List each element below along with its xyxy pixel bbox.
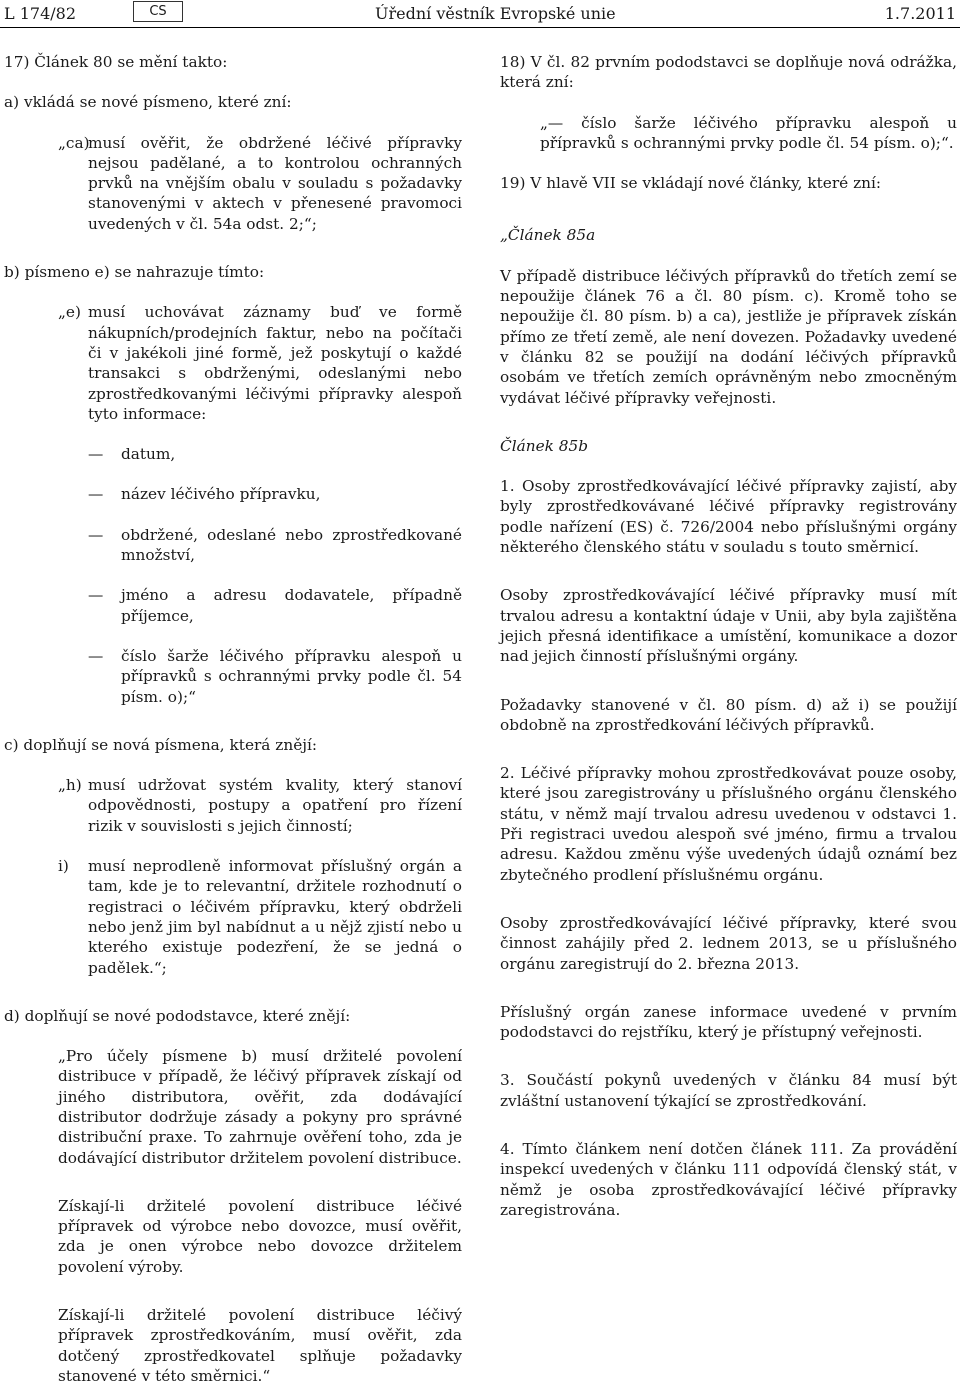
dash-mark: — — [88, 586, 104, 605]
dash-text: obdržené, odeslané nebo zprostředkované množství, — [121, 525, 462, 565]
point-ca — [4, 133, 462, 234]
dash-mark: — — [88, 525, 104, 544]
article-85b-para-2: 2. Léčivé přípravky mohou zprostředkovávat pouze osoby, které jsou zaregistrovány u příslušného orgánu členského státu, v němž mají trvalou adresu uvedenou v odstavci 1. Při registraci uvedou alespoň své jméno, firmu a trvalou adresu. Každou změnu výše uvedených údajů oznámí bez zbytečného prodlení příslušnému orgánu. — [500, 764, 957, 884]
point-e — [4, 302, 462, 424]
point-h-label: „h) — [58, 776, 82, 795]
dash-mark: — — [88, 485, 104, 504]
dash-mark: — — [88, 646, 104, 665]
point-i-text: musí neprodleně informovat příslušný orgán a tam, kde je to relevantní, držitele rozhodnutí o registraci o léčivém přípravku, který obdrželi nebo jenž jim byl nabídnut a u nějž zjistí nebo u kterého existuje podezření, že se jedná o padělek.“; — [88, 857, 462, 977]
subparagraph-3: Získají-li držitelé povolení distribuce léčivý přípravek zprostředkováním, musí ověřit, zda dotčený zprostředkovatel splňuje požadavky stanovené v této směrnici.“ — [58, 1306, 462, 1385]
point-h — [4, 775, 462, 836]
dash-text: jméno a adresu dodavatele, případně příjemce, — [121, 586, 462, 625]
point-e-label: „e) — [58, 303, 81, 322]
article-85b-para-2-sub-2: Příslušný orgán zanese informace uvedené v prvním pododstavci do rejstříku, který je přístupný veřejnosti. — [500, 1002, 957, 1042]
journal-title: Úřední věstník Evropské unie — [375, 4, 616, 23]
article-85b-para-1: 1. Osoby zprostředkovávající léčivé přípravky zajistí, aby byly zprostředkovávané léčivé přípravky registrovány podle nařízení (ES) č. 726/2004 nebo příslušnými orgány některého členského státu v souladu s touto směrnicí. — [500, 477, 957, 557]
article-85a-title: „Článek 85a — [500, 226, 596, 245]
point-i — [4, 856, 462, 978]
page-number: L 174/82 — [4, 4, 76, 23]
article-85b-para-4: 4. Tímto článkem není dotčen článek 111. Za provádění inspekcí uvedených v článku 111 odpovídá členský stát, v němž je osoba zprostředkovávající léčivé přípravky zaregistrována. — [500, 1139, 957, 1219]
article-85b-title: Článek 85b — [500, 436, 589, 455]
item-19: 19) V hlavě VII se vkládají nové články, které zní: — [500, 174, 882, 193]
left-column — [4, 52, 462, 1393]
article-85b-para-1-sub-2: Požadavky stanovené v čl. 80 písm. d) až i) se použijí obdobně na zprostředkování léčivých přípravků. — [500, 695, 957, 734]
dash-item — [4, 585, 462, 626]
dash-text: název léčivého přípravku, — [121, 485, 321, 504]
language-badge: CS — [133, 1, 183, 22]
article-85b-para-2-sub-1: Osoby zprostředkovávající léčivé přípravky, které svou činnost zahájily před 2. lednem 2013, se u příslušného orgánu zaregistrují do 2. března 2013. — [500, 913, 957, 973]
item-a-intro: a) vkládá se nové písmeno, které zní: — [4, 93, 292, 112]
article-85b-para-3: 3. Součástí pokynů uvedených v článku 84 musí být zvláštní ustanovení týkající se zprostředkování. — [500, 1071, 957, 1110]
item-c-intro: c) doplňují se nová písmena, která znějí: — [4, 735, 318, 754]
subparagraph-2: Získají-li držitelé povolení distribuce léčivé přípravek od výrobce nebo dovozce, musí ověřit, zda je onen výrobce nebo dovozce držitelem povolení výroby. — [58, 1196, 462, 1276]
point-ca-label: „ca) — [58, 133, 90, 152]
item-d-intro: d) doplňují se nové pododstavce, které znějí: — [4, 1006, 351, 1025]
dash-item — [4, 444, 462, 464]
article-85a-text: V případě distribuce léčivých přípravků do třetích zemí se nepoužije článek 76 a čl. 80 písm. c). Kromě toho se nepoužije čl. 80 písm. b) a ca), jestliže je přípravek získán přímo ze třetí země, ale není dovezen. Požadavky uvedené v článku 82 se použijí na dodání léčivých přípravků osobám ve třetích zemích oprávněným nebo zmocněným vydávat léčivé přípravky veřejnosti. — [500, 266, 957, 407]
point-ca-text: musí ověřit, že obdržené léčivé přípravky nejsou padělané, a to kontrolou ochranných prvků na vnějším obalu v souladu s požadavky stanovenými v aktech v přenesené pravomoci uvedených v čl. 54a odst. 2;“; — [88, 133, 462, 233]
dash-mark: — — [88, 445, 104, 464]
point-i-label: i) — [58, 857, 69, 876]
dash-item — [4, 525, 462, 566]
dash-text: číslo šarže léčivého přípravku alespoň u přípravků s ochrannými prvky podle čl. 54 písm. o);“ — [121, 646, 462, 706]
dash-item — [4, 646, 462, 707]
point-e-text: musí uchovávat záznamy buď ve formě nákupních/prodejních faktur, nebo na počítači či v jakékoli jiné formě, jež poskytují o každé transakci s obdrženými, odeslanými nebo zprostředkovanými léčivými přípravky alespoň tyto informace: — [88, 303, 462, 423]
subparagraph-1: „Pro účely písmene b) musí držitelé povolení distribuce v případě, že léčivý přípravek získají od jiného distributora, ověřit, zda dodávající distributor dodržuje zásady a pokyny pro správné distribuční praxe. To zahrnuje ověření toho, zda je dodávající distributor držitelem povolení distribuce. — [58, 1047, 462, 1167]
item-17: 17) Článek 80 se mění takto: — [4, 53, 228, 71]
issue-date: 1.7.2011 — [884, 4, 956, 23]
header-rule — [0, 27, 960, 28]
item-18-quote: „— číslo šarže léčivého přípravku alespoň u přípravků s ochrannými prvky podle čl. 54 písm. o);“. — [540, 113, 957, 152]
dash-text: datum, — [121, 445, 176, 464]
item-18: 18) V čl. 82 prvním pododstavci se doplňuje nová odrážka, která zní: — [500, 53, 957, 92]
dash-item — [4, 484, 462, 504]
item-b-intro: b) písmeno e) se nahrazuje tímto: — [4, 263, 265, 282]
right-column — [500, 52, 957, 1393]
article-85b-para-1-sub-1: Osoby zprostředkovávající léčivé přípravky musí mít trvalou adresu a kontaktní údaje v Unii, aby byla zajištěna jejich přesná identifikace a umístění, komunikace a dozor nad jejich činností příslušnými orgány. — [500, 586, 957, 666]
point-h-text: musí udržovat systém kvality, který stanoví odpovědnosti, postupy a opatření pro řízení rizik v souvislosti s jejich činností; — [88, 776, 462, 835]
